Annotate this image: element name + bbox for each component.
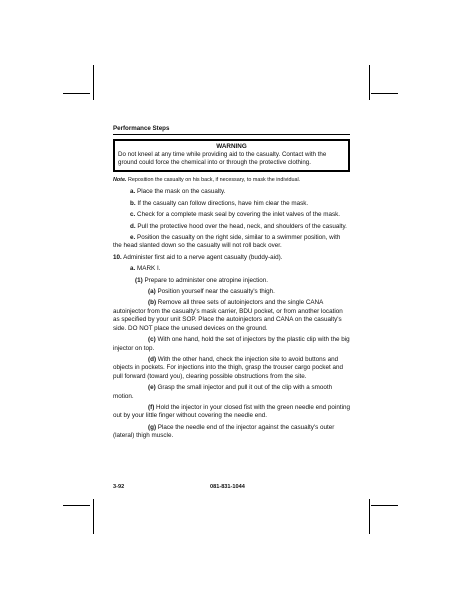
step-label: 10. bbox=[113, 253, 122, 261]
crop-mark-top-right-vertical bbox=[369, 65, 370, 100]
warning-text: Do not kneel at any time while providing aid to the casualty. Contact with the ground could force the chemical into or through the protective clothing. bbox=[118, 151, 327, 167]
step-label: (d) bbox=[148, 355, 157, 363]
step-item bbox=[113, 211, 350, 219]
note-label: Note. bbox=[113, 177, 127, 184]
step-label: (1) bbox=[135, 276, 143, 284]
step-text: If the casualty can follow directions, have him clear the mask. bbox=[137, 199, 309, 207]
step-text: Pull the protective hood over the head, neck, and shoulders of the casualty. bbox=[137, 222, 347, 230]
step-text: With the other hand, check the injection site to avoid buttons and objects in pockets. For injections into the thigh, grasp the trouser cargo pocket and pull forward (toward you), clearing possible obstructions from the site. bbox=[113, 355, 343, 380]
step-item bbox=[113, 356, 350, 381]
step-text: MARK I. bbox=[137, 265, 161, 273]
note bbox=[113, 177, 350, 183]
step-label: a. bbox=[130, 265, 136, 273]
step-item bbox=[113, 254, 350, 262]
section-header: Performance Steps bbox=[113, 125, 170, 132]
step-text: Check for a complete mask seal by covering the inlet valves of the mask. bbox=[137, 211, 341, 219]
crop-mark-bottom-left-vertical bbox=[93, 499, 94, 534]
header-rule bbox=[113, 134, 350, 135]
step-text: Position yourself near the casualty's thigh. bbox=[157, 288, 275, 296]
step-item bbox=[113, 299, 350, 333]
crop-mark-top-right-horizontal bbox=[371, 93, 398, 94]
crop-mark-bottom-right-horizontal bbox=[371, 505, 398, 506]
step-label: (b) bbox=[148, 299, 157, 307]
step-item bbox=[113, 404, 350, 421]
step-item bbox=[113, 336, 350, 353]
step-text: With one hand, hold the set of injectors by the plastic clip with the big injector on top. bbox=[113, 336, 350, 352]
step-text: Place the needle end of the injector against the casualty's outer (lateral) thigh muscle. bbox=[113, 423, 335, 440]
step-label: e. bbox=[130, 234, 136, 242]
step-item bbox=[113, 188, 350, 196]
warning-title: WARNING bbox=[216, 143, 247, 150]
document-page bbox=[113, 125, 350, 444]
crop-mark-top-left-vertical bbox=[93, 65, 94, 100]
step-text: Position the casualty on the right side, similar to a swimmer position, with the head slanted down so the casualty will not roll back over. bbox=[113, 234, 341, 250]
step-item bbox=[113, 384, 350, 401]
step-label: (e) bbox=[148, 384, 156, 392]
step-text: Grasp the small injector and pull it out of the clip with a smooth motion. bbox=[113, 384, 333, 400]
step-text: Prepare to administer one atropine injection. bbox=[144, 276, 269, 284]
page-number: 3-92 bbox=[113, 484, 125, 490]
step-label: d. bbox=[130, 222, 136, 230]
step-item bbox=[113, 277, 350, 285]
step-item bbox=[113, 288, 350, 296]
step-label: (g) bbox=[148, 423, 157, 431]
document-code: 081-831-1044 bbox=[210, 484, 245, 490]
step-item bbox=[113, 234, 350, 251]
step-text: Administer first aid to a nerve agent casualty (buddy-aid). bbox=[123, 253, 283, 261]
step-item bbox=[113, 424, 350, 441]
step-label: c. bbox=[130, 211, 136, 219]
step-label: (c) bbox=[148, 336, 156, 344]
crop-mark-top-left-horizontal bbox=[63, 93, 90, 94]
step-label: b. bbox=[130, 199, 136, 207]
crop-mark-bottom-right-vertical bbox=[369, 499, 370, 534]
step-text: Place the mask on the casualty. bbox=[137, 188, 226, 196]
note-text: Reposition the casualty on his back, if necessary, to mask the individual. bbox=[127, 177, 301, 184]
crop-mark-bottom-left-horizontal bbox=[63, 505, 90, 506]
step-item bbox=[113, 223, 350, 231]
step-item bbox=[113, 265, 350, 273]
step-label: (f) bbox=[148, 403, 155, 411]
steps-list bbox=[113, 188, 350, 440]
warning-box bbox=[113, 139, 350, 172]
step-text: Remove all three sets of autoinjectors and the single CANA autoinjector from the casualty's mask carrier, BDU pocket, or from another location as specified by your unit SOP. Place the autoinjectors and CANA on the casualty's side. DO NOT place the unused devices on the ground. bbox=[113, 299, 343, 332]
step-text: Hold the injector in your closed fist with the green needle end pointing out by your little finger without covering the needle end. bbox=[113, 403, 350, 420]
step-item bbox=[113, 200, 350, 208]
step-label: a. bbox=[130, 188, 136, 196]
step-label: (a) bbox=[148, 288, 156, 296]
